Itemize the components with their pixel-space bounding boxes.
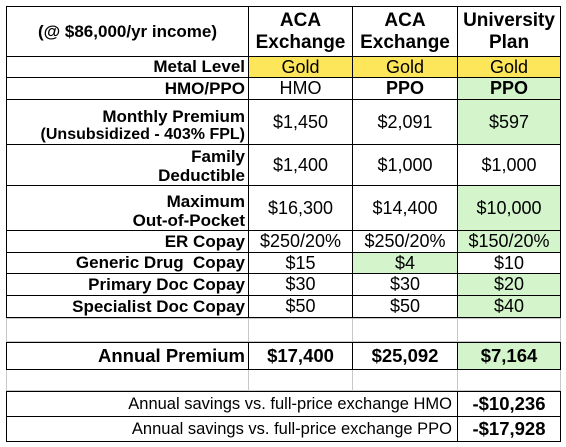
specialist-doc-aca-hmo: $50 (248, 295, 353, 318)
row-label-specialist-doc-copay: Specialist Doc Copay (6, 295, 249, 318)
primary-doc-university: $20 (457, 273, 561, 296)
column-header-aca-exchange-hmo (248, 6, 353, 57)
er-copay-aca-hmo: $250/20% (248, 230, 353, 253)
generic-drug-university: $10 (457, 252, 561, 274)
monthly-premium-aca-ppo: $2,091 (352, 99, 458, 145)
column-header-line1: ACA (384, 10, 426, 32)
column-header-line1: University (463, 10, 555, 32)
column-header-line1: ACA (279, 10, 322, 32)
deductible-university: $1,000 (457, 144, 561, 186)
row-label-family-deductible (6, 144, 249, 186)
spacer-cell (248, 369, 353, 391)
generic-drug-aca-hmo: $15 (248, 252, 353, 274)
primary-doc-aca-ppo: $30 (352, 273, 458, 296)
column-header-line2: Exchange (255, 31, 346, 53)
annual-premium-aca-ppo: $25,092 (352, 342, 458, 370)
annual-premium-aca-hmo: $17,400 (248, 342, 353, 370)
column-header-aca-exchange-ppo (352, 6, 458, 57)
deductible-aca-ppo: $1,000 (352, 144, 458, 186)
savings-label-ppo: Annual savings vs. full-price exchange PPO (6, 416, 458, 442)
column-header-line2: Plan (488, 31, 530, 53)
row-label-line2: (Unsubsidized - 403% FPL) (40, 126, 245, 144)
row-label-generic-drug-copay: Generic Drug Copay (6, 252, 249, 274)
max-oop-university: $10,000 (457, 185, 561, 231)
deductible-aca-hmo: $1,400 (248, 144, 353, 186)
er-copay-aca-ppo: $250/20% (352, 230, 458, 253)
plan-type-university: PPO (457, 77, 561, 100)
spacer-cell (248, 318, 353, 342)
monthly-premium-university: $597 (457, 99, 561, 145)
monthly-premium-aca-hmo: $1,450 (248, 99, 353, 145)
row-label-max-out-of-pocket (6, 185, 249, 231)
metal-level-aca-hmo: Gold (248, 56, 353, 78)
row-label-line2: Out-of-Pocket (132, 210, 245, 230)
row-label-line2: Deductible (158, 165, 245, 185)
generic-drug-aca-ppo: $4 (352, 252, 458, 274)
row-label-primary-doc-copay: Primary Doc Copay (6, 273, 249, 296)
specialist-doc-university: $40 (457, 295, 561, 318)
max-oop-aca-hmo: $16,300 (248, 185, 353, 231)
plan-type-aca-ppo: PPO (352, 77, 458, 100)
metal-level-university: Gold (457, 56, 561, 78)
row-label-monthly-premium (6, 99, 249, 145)
row-label-er-copay: ER Copay (6, 230, 249, 253)
savings-value-hmo: -$10,236 (457, 391, 561, 417)
row-label-line1: Family (191, 146, 245, 166)
spacer-cell (457, 369, 561, 391)
column-header-line2: Exchange (360, 31, 450, 53)
primary-doc-aca-hmo: $30 (248, 273, 353, 296)
spacer-cell (457, 318, 561, 342)
savings-value-ppo: -$17,928 (457, 416, 561, 442)
row-label-annual-premium: Annual Premium (6, 342, 249, 370)
plan-type-aca-hmo: HMO (248, 77, 353, 100)
column-header-university-plan (457, 6, 561, 57)
row-label-metal-level: Metal Level (6, 56, 249, 78)
row-label-hmo-ppo: HMO/PPO (6, 77, 249, 100)
savings-label-hmo: Annual savings vs. full-price exchange HMO (6, 391, 458, 417)
metal-level-aca-ppo: Gold (352, 56, 458, 78)
specialist-doc-aca-ppo: $50 (352, 295, 458, 318)
max-oop-aca-ppo: $14,400 (352, 185, 458, 231)
row-label-line1: Monthly Premium (102, 107, 245, 127)
income-note: (@ $86,000/yr income) (6, 6, 249, 57)
er-copay-university: $150/20% (457, 230, 561, 253)
row-label-line1: Maximum (166, 191, 245, 211)
annual-premium-university: $7,164 (457, 342, 561, 370)
